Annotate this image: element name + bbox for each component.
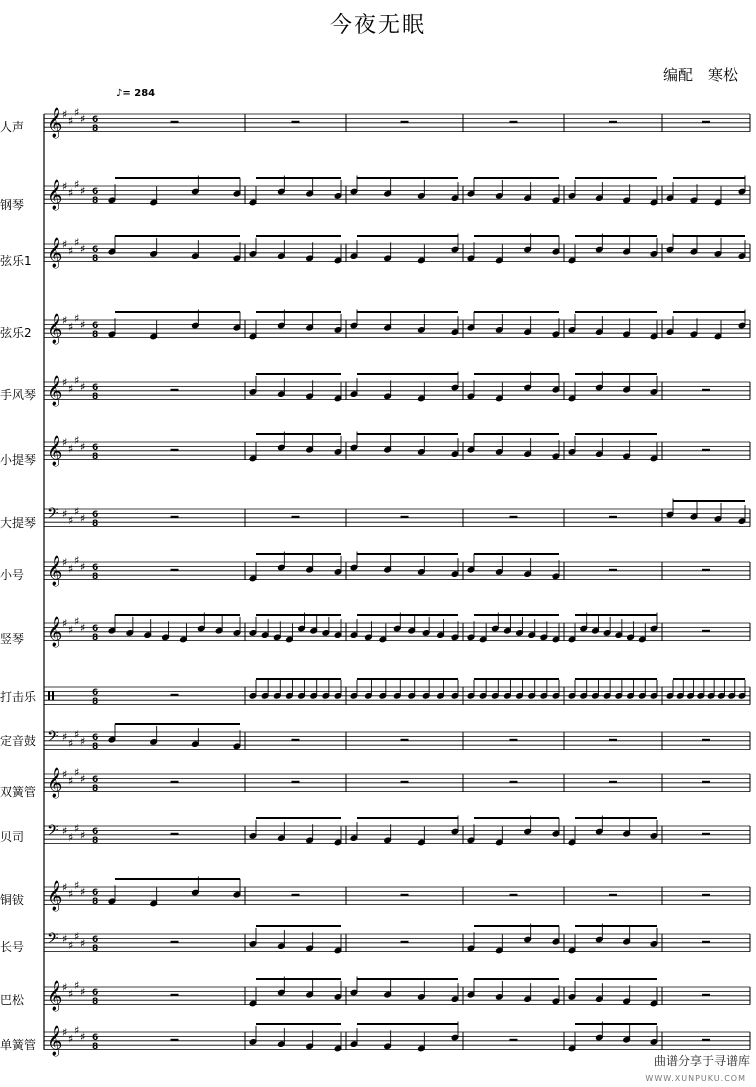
- instrument-label: 巴松: [0, 993, 25, 1007]
- measure-notes: [568, 434, 658, 462]
- whole-rest-icon: [702, 894, 710, 896]
- sharp-icon: ♯: [68, 737, 74, 750]
- sharp-icon: ♯: [62, 881, 68, 894]
- sharp-icon: ♯: [80, 560, 86, 574]
- sharp-icon: ♯: [80, 380, 86, 394]
- sharp-icon: ♯: [80, 936, 86, 950]
- sharp-icon: ♯: [62, 238, 68, 251]
- sharp-icon: ♯: [74, 765, 80, 779]
- instrument-label: 长号: [0, 940, 25, 954]
- measure-notes: [568, 178, 658, 206]
- whole-rest-icon: [609, 781, 617, 783]
- sharp-icon: ♯: [80, 734, 86, 748]
- time-signature-bottom: 8: [92, 124, 99, 134]
- time-signature-top: 6: [92, 115, 99, 125]
- instrument-label: 人声: [0, 120, 25, 134]
- footer-url: WWW.XUNPUKU.COM: [645, 1074, 746, 1083]
- sharp-icon: ♯: [68, 382, 74, 396]
- instrument-label: 小号: [0, 568, 25, 582]
- instrument-label: 铜钹: [0, 893, 25, 907]
- sharp-icon: ♯: [68, 562, 74, 576]
- instrument-label: 贝司: [0, 830, 25, 844]
- staff-1: [44, 106, 750, 139]
- time-signature-bottom: 8: [92, 633, 99, 643]
- time-signature-top: 6: [92, 888, 99, 898]
- whole-rest-icon: [702, 941, 710, 943]
- instrument-label: 双簧管: [0, 785, 37, 799]
- time-signature-bottom: 8: [92, 392, 99, 402]
- treble-clef-icon: 𝄞: [47, 238, 63, 268]
- sharp-icon: ♯: [62, 730, 68, 744]
- whole-rest-icon: [510, 781, 518, 783]
- sharp-icon: ♯: [80, 772, 86, 786]
- treble-clef-icon: 𝄞: [47, 1026, 63, 1056]
- staff-15: [44, 924, 750, 955]
- instrument-label: 竖琴: [0, 632, 25, 646]
- instrument-label: 钢琴: [0, 198, 25, 212]
- sharp-icon: ♯: [68, 1032, 74, 1046]
- bass-clef-icon: 𝄢: [47, 822, 59, 843]
- time-signature-top: 6: [92, 383, 99, 393]
- staff-5: [44, 372, 750, 408]
- sharp-icon: ♯: [80, 985, 86, 999]
- sharp-icon: ♯: [80, 112, 86, 126]
- whole-rest-icon: [171, 781, 179, 783]
- sharp-icon: ♯: [74, 930, 80, 944]
- whole-rest-icon: [171, 994, 179, 996]
- whole-rest-icon: [401, 781, 409, 783]
- footer-site: 曲谱分享于寻谱库: [653, 1054, 750, 1068]
- sharp-icon: ♯: [74, 311, 80, 325]
- staff-13: [44, 816, 750, 847]
- sharp-icon: ♯: [68, 442, 74, 456]
- sharp-icon: ♯: [74, 505, 80, 519]
- staff-8: [44, 552, 750, 588]
- arranger-credit: 编配 寒松: [662, 66, 738, 84]
- time-signature-top: 6: [92, 563, 99, 573]
- measure-notes: [249, 926, 342, 954]
- whole-rest-icon: [702, 781, 710, 783]
- staff-16: [44, 977, 750, 1013]
- sharp-icon: ♯: [62, 617, 68, 630]
- time-signature-bottom: 8: [92, 519, 99, 529]
- sharp-icon: ♯: [80, 318, 86, 332]
- sharp-icon: ♯: [80, 440, 86, 454]
- sharp-icon: ♯: [74, 373, 80, 387]
- time-signature-top: 6: [92, 775, 99, 785]
- treble-clef-icon: 𝄞: [47, 556, 63, 586]
- time-signature-top: 6: [92, 321, 99, 331]
- whole-rest-icon: [292, 516, 300, 518]
- whole-rest-icon: [171, 569, 179, 571]
- sharp-icon: ♯: [68, 939, 74, 952]
- instrument-label: 定音鼓: [0, 734, 37, 748]
- sharp-icon: ♯: [62, 1026, 68, 1039]
- whole-rest-icon: [171, 516, 179, 518]
- staff-7: [44, 499, 750, 530]
- instrument-label: 弦乐2: [0, 326, 32, 340]
- sharp-icon: ♯: [80, 511, 86, 525]
- whole-rest-icon: [609, 894, 617, 896]
- time-signature-bottom: 8: [92, 897, 99, 907]
- whole-rest-icon: [171, 449, 179, 451]
- whole-rest-icon: [702, 569, 710, 571]
- treble-clef-icon: 𝄞: [47, 768, 63, 798]
- sharp-icon: ♯: [62, 932, 68, 946]
- time-signature-bottom: 8: [92, 784, 99, 794]
- sharp-icon: ♯: [62, 314, 68, 327]
- staff-3: [44, 234, 750, 270]
- measure-notes: [249, 374, 342, 402]
- staff-4: [44, 310, 750, 346]
- time-signature-top: 6: [92, 733, 99, 743]
- measure-notes: [249, 818, 342, 846]
- time-signature-top: 6: [92, 688, 99, 698]
- whole-rest-icon: [702, 994, 710, 996]
- sharp-icon: ♯: [74, 433, 80, 447]
- sharp-icon: ♯: [74, 978, 80, 992]
- sharp-icon: ♯: [62, 981, 68, 994]
- whole-rest-icon: [292, 781, 300, 783]
- sharp-icon: ♯: [68, 774, 74, 788]
- sharp-icon: ♯: [68, 114, 74, 128]
- treble-clef-icon: 𝄞: [47, 881, 63, 911]
- sharp-icon: ♯: [74, 105, 80, 119]
- whole-rest-icon: [702, 121, 710, 123]
- time-signature-bottom: 8: [92, 742, 99, 752]
- measure-notes: [568, 312, 658, 340]
- staff-17: [44, 1022, 750, 1058]
- sharp-icon: ♯: [68, 514, 74, 527]
- time-signature-top: 6: [92, 935, 99, 945]
- whole-rest-icon: [401, 121, 409, 123]
- sharp-icon: ♯: [68, 244, 74, 258]
- sharp-icon: ♯: [74, 235, 80, 249]
- staff-2: [44, 176, 750, 212]
- whole-rest-icon: [171, 121, 179, 123]
- time-signature-top: 6: [92, 827, 99, 837]
- sharp-icon: ♯: [74, 177, 80, 191]
- sharp-icon: ♯: [80, 885, 86, 899]
- measure-notes: [350, 176, 459, 202]
- whole-rest-icon: [401, 739, 409, 741]
- measure-notes: [666, 234, 746, 260]
- sharp-icon: ♯: [68, 320, 74, 334]
- whole-rest-icon: [702, 449, 710, 451]
- sharp-icon: ♯: [74, 1023, 80, 1037]
- whole-rest-icon: [292, 739, 300, 741]
- whole-rest-icon: [609, 569, 617, 571]
- treble-clef-icon: 𝄞: [47, 108, 63, 138]
- bass-clef-icon: 𝄢: [47, 505, 59, 526]
- measure-notes: [350, 432, 459, 458]
- whole-rest-icon: [401, 941, 409, 943]
- sharp-icon: ♯: [80, 1030, 86, 1044]
- time-signature-bottom: 8: [92, 836, 99, 846]
- sharp-icon: ♯: [74, 878, 80, 892]
- sharp-icon: ♯: [80, 184, 86, 198]
- staff-12: [44, 766, 750, 799]
- time-signature-top: 6: [92, 988, 99, 998]
- whole-rest-icon: [510, 894, 518, 896]
- sharp-icon: ♯: [62, 824, 68, 838]
- measure-notes: [350, 552, 459, 578]
- measure-notes: [249, 236, 342, 264]
- staff-6: [44, 432, 750, 468]
- staff-9: [44, 613, 750, 649]
- whole-rest-icon: [171, 941, 179, 943]
- sharp-icon: ♯: [68, 186, 74, 200]
- whole-rest-icon: [401, 894, 409, 896]
- whole-rest-icon: [171, 694, 179, 696]
- bass-clef-icon: 𝄢: [47, 728, 59, 749]
- treble-clef-icon: 𝄞: [47, 376, 63, 406]
- measure-notes: [568, 979, 658, 1007]
- time-signature-top: 6: [92, 187, 99, 197]
- sharp-icon: ♯: [68, 987, 74, 1001]
- whole-rest-icon: [171, 1039, 179, 1041]
- whole-rest-icon: [702, 389, 710, 391]
- instrument-label: 打击乐: [0, 690, 37, 704]
- instrument-label: 小提琴: [0, 453, 37, 467]
- time-signature-top: 6: [92, 1033, 99, 1043]
- whole-rest-icon: [702, 1039, 710, 1041]
- whole-rest-icon: [510, 739, 518, 741]
- measure-notes: [249, 1024, 342, 1052]
- whole-rest-icon: [702, 739, 710, 741]
- tempo-marking: ♪= 284: [116, 88, 156, 99]
- whole-rest-icon: [292, 121, 300, 123]
- sharp-icon: ♯: [62, 436, 68, 449]
- time-signature-top: 6: [92, 245, 99, 255]
- sharp-icon: ♯: [62, 556, 68, 569]
- whole-rest-icon: [702, 833, 710, 835]
- instrument-label: 弦乐1: [0, 254, 32, 268]
- whole-rest-icon: [171, 389, 179, 391]
- sharp-icon: ♯: [74, 728, 80, 742]
- whole-rest-icon: [510, 121, 518, 123]
- time-signature-top: 6: [92, 624, 99, 634]
- whole-rest-icon: [702, 630, 710, 632]
- sharp-icon: ♯: [74, 614, 80, 628]
- treble-clef-icon: 𝄞: [47, 981, 63, 1011]
- staff-14: [44, 877, 750, 913]
- time-signature-bottom: 8: [92, 944, 99, 954]
- whole-rest-icon: [609, 121, 617, 123]
- instrument-label: 大提琴: [0, 516, 37, 530]
- whole-rest-icon: [401, 516, 409, 518]
- staff-10: [44, 679, 750, 707]
- bass-clef-icon: 𝄢: [47, 930, 59, 951]
- whole-rest-icon: [292, 894, 300, 896]
- score-title: 今夜无眠: [329, 13, 426, 38]
- time-signature-top: 6: [92, 443, 99, 453]
- measure-notes: [666, 499, 746, 525]
- treble-clef-icon: 𝄞: [47, 180, 63, 210]
- sharp-icon: ♯: [80, 621, 86, 635]
- sharp-icon: ♯: [80, 828, 86, 842]
- time-signature-bottom: 8: [92, 196, 99, 206]
- sharp-icon: ♯: [68, 887, 74, 901]
- treble-clef-icon: 𝄞: [47, 617, 63, 647]
- whole-rest-icon: [609, 516, 617, 518]
- measure-notes: [350, 310, 459, 336]
- treble-clef-icon: 𝄞: [47, 436, 63, 466]
- time-signature-bottom: 8: [92, 1042, 99, 1052]
- instrument-label: 单簧管: [0, 1038, 37, 1052]
- time-signature-bottom: 8: [92, 254, 99, 264]
- measure-notes: [350, 977, 459, 1003]
- time-signature-bottom: 8: [92, 572, 99, 582]
- whole-rest-icon: [510, 516, 518, 518]
- sharp-icon: ♯: [62, 768, 68, 781]
- treble-clef-icon: 𝄞: [47, 314, 63, 344]
- instrument-label: 手风琴: [0, 388, 37, 402]
- time-signature-bottom: 8: [92, 997, 99, 1007]
- sharp-icon: ♯: [74, 822, 80, 836]
- whole-rest-icon: [609, 739, 617, 741]
- time-signature-top: 6: [92, 510, 99, 520]
- sharp-icon: ♯: [62, 376, 68, 389]
- staff-11: [44, 724, 750, 752]
- sharp-icon: ♯: [62, 108, 68, 121]
- sharp-icon: ♯: [62, 180, 68, 193]
- time-signature-bottom: 8: [92, 452, 99, 462]
- sharp-icon: ♯: [74, 553, 80, 567]
- sharp-icon: ♯: [68, 831, 74, 844]
- time-signature-bottom: 8: [92, 697, 99, 707]
- time-signature-bottom: 8: [92, 330, 99, 340]
- whole-rest-icon: [171, 833, 179, 835]
- sharp-icon: ♯: [62, 507, 68, 521]
- whole-rest-icon: [510, 1039, 518, 1041]
- sharp-icon: ♯: [80, 242, 86, 256]
- sharp-icon: ♯: [68, 623, 74, 637]
